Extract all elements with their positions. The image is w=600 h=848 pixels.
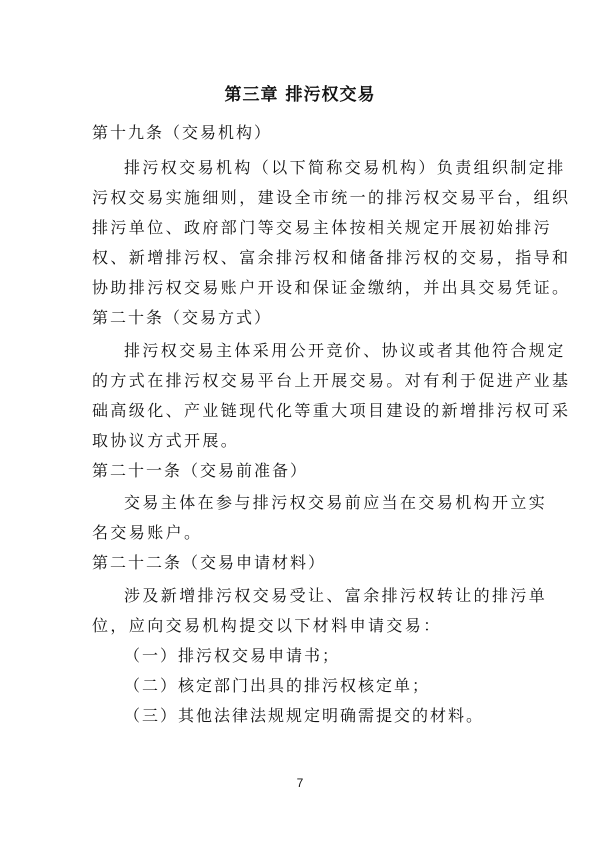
paragraph-line: 位，应向交易机构提交以下材料申请交易： bbox=[92, 616, 442, 635]
article-heading: 第十九条（交易机构） bbox=[92, 123, 273, 142]
page-number: 7 bbox=[296, 776, 304, 790]
paragraph-line: 污权交易实施细则，建设全市统一的排污权交易平台，组织 bbox=[92, 188, 571, 207]
paragraph-line: 权、新增排污权、富余排污权和储备排污权的交易，指导和 bbox=[92, 248, 571, 267]
paragraph-line: 取协议方式开展。 bbox=[92, 431, 240, 450]
paragraph-line: 协助排污权交易账户开设和保证金缴纳，并出具交易凭证。 bbox=[92, 278, 571, 297]
paragraph-line: 涉及新增排污权交易受让、富余排污权转让的排污单 bbox=[124, 586, 548, 605]
paragraph-line: 排污权交易机构（以下简称交易机构）负责组织制定排 bbox=[124, 158, 566, 177]
list-item: （二）核定部门出具的排污权核定单； bbox=[124, 676, 431, 695]
chapter-title: 第三章 排污权交易 bbox=[224, 85, 376, 105]
paragraph-line: 交易主体在参与排污权交易前应当在交易机构开立实 bbox=[124, 493, 548, 512]
paragraph-line: 排污单位、政府部门等交易主体按相关规定开展初始排污 bbox=[92, 218, 553, 237]
paragraph-line: 名交易账户。 bbox=[92, 523, 203, 542]
list-item: （三）其他法律法规规定明确需提交的材料。 bbox=[124, 706, 485, 725]
paragraph-line: 排污权交易主体采用公开竞价、协议或者其他符合规定 bbox=[124, 341, 566, 360]
article-heading: 第二十一条（交易前准备） bbox=[92, 461, 309, 480]
list-item: （一）排污权交易申请书； bbox=[124, 646, 341, 665]
article-heading: 第二十二条（交易申请材料） bbox=[92, 553, 327, 572]
article-heading: 第二十条（交易方式） bbox=[92, 308, 273, 327]
paragraph-line: 础高级化、产业链现代化等重大项目建设的新增排污权可采 bbox=[92, 401, 571, 420]
paragraph-line: 的方式在排污权交易平台上开展交易。对有利于促进产业基 bbox=[92, 371, 571, 390]
